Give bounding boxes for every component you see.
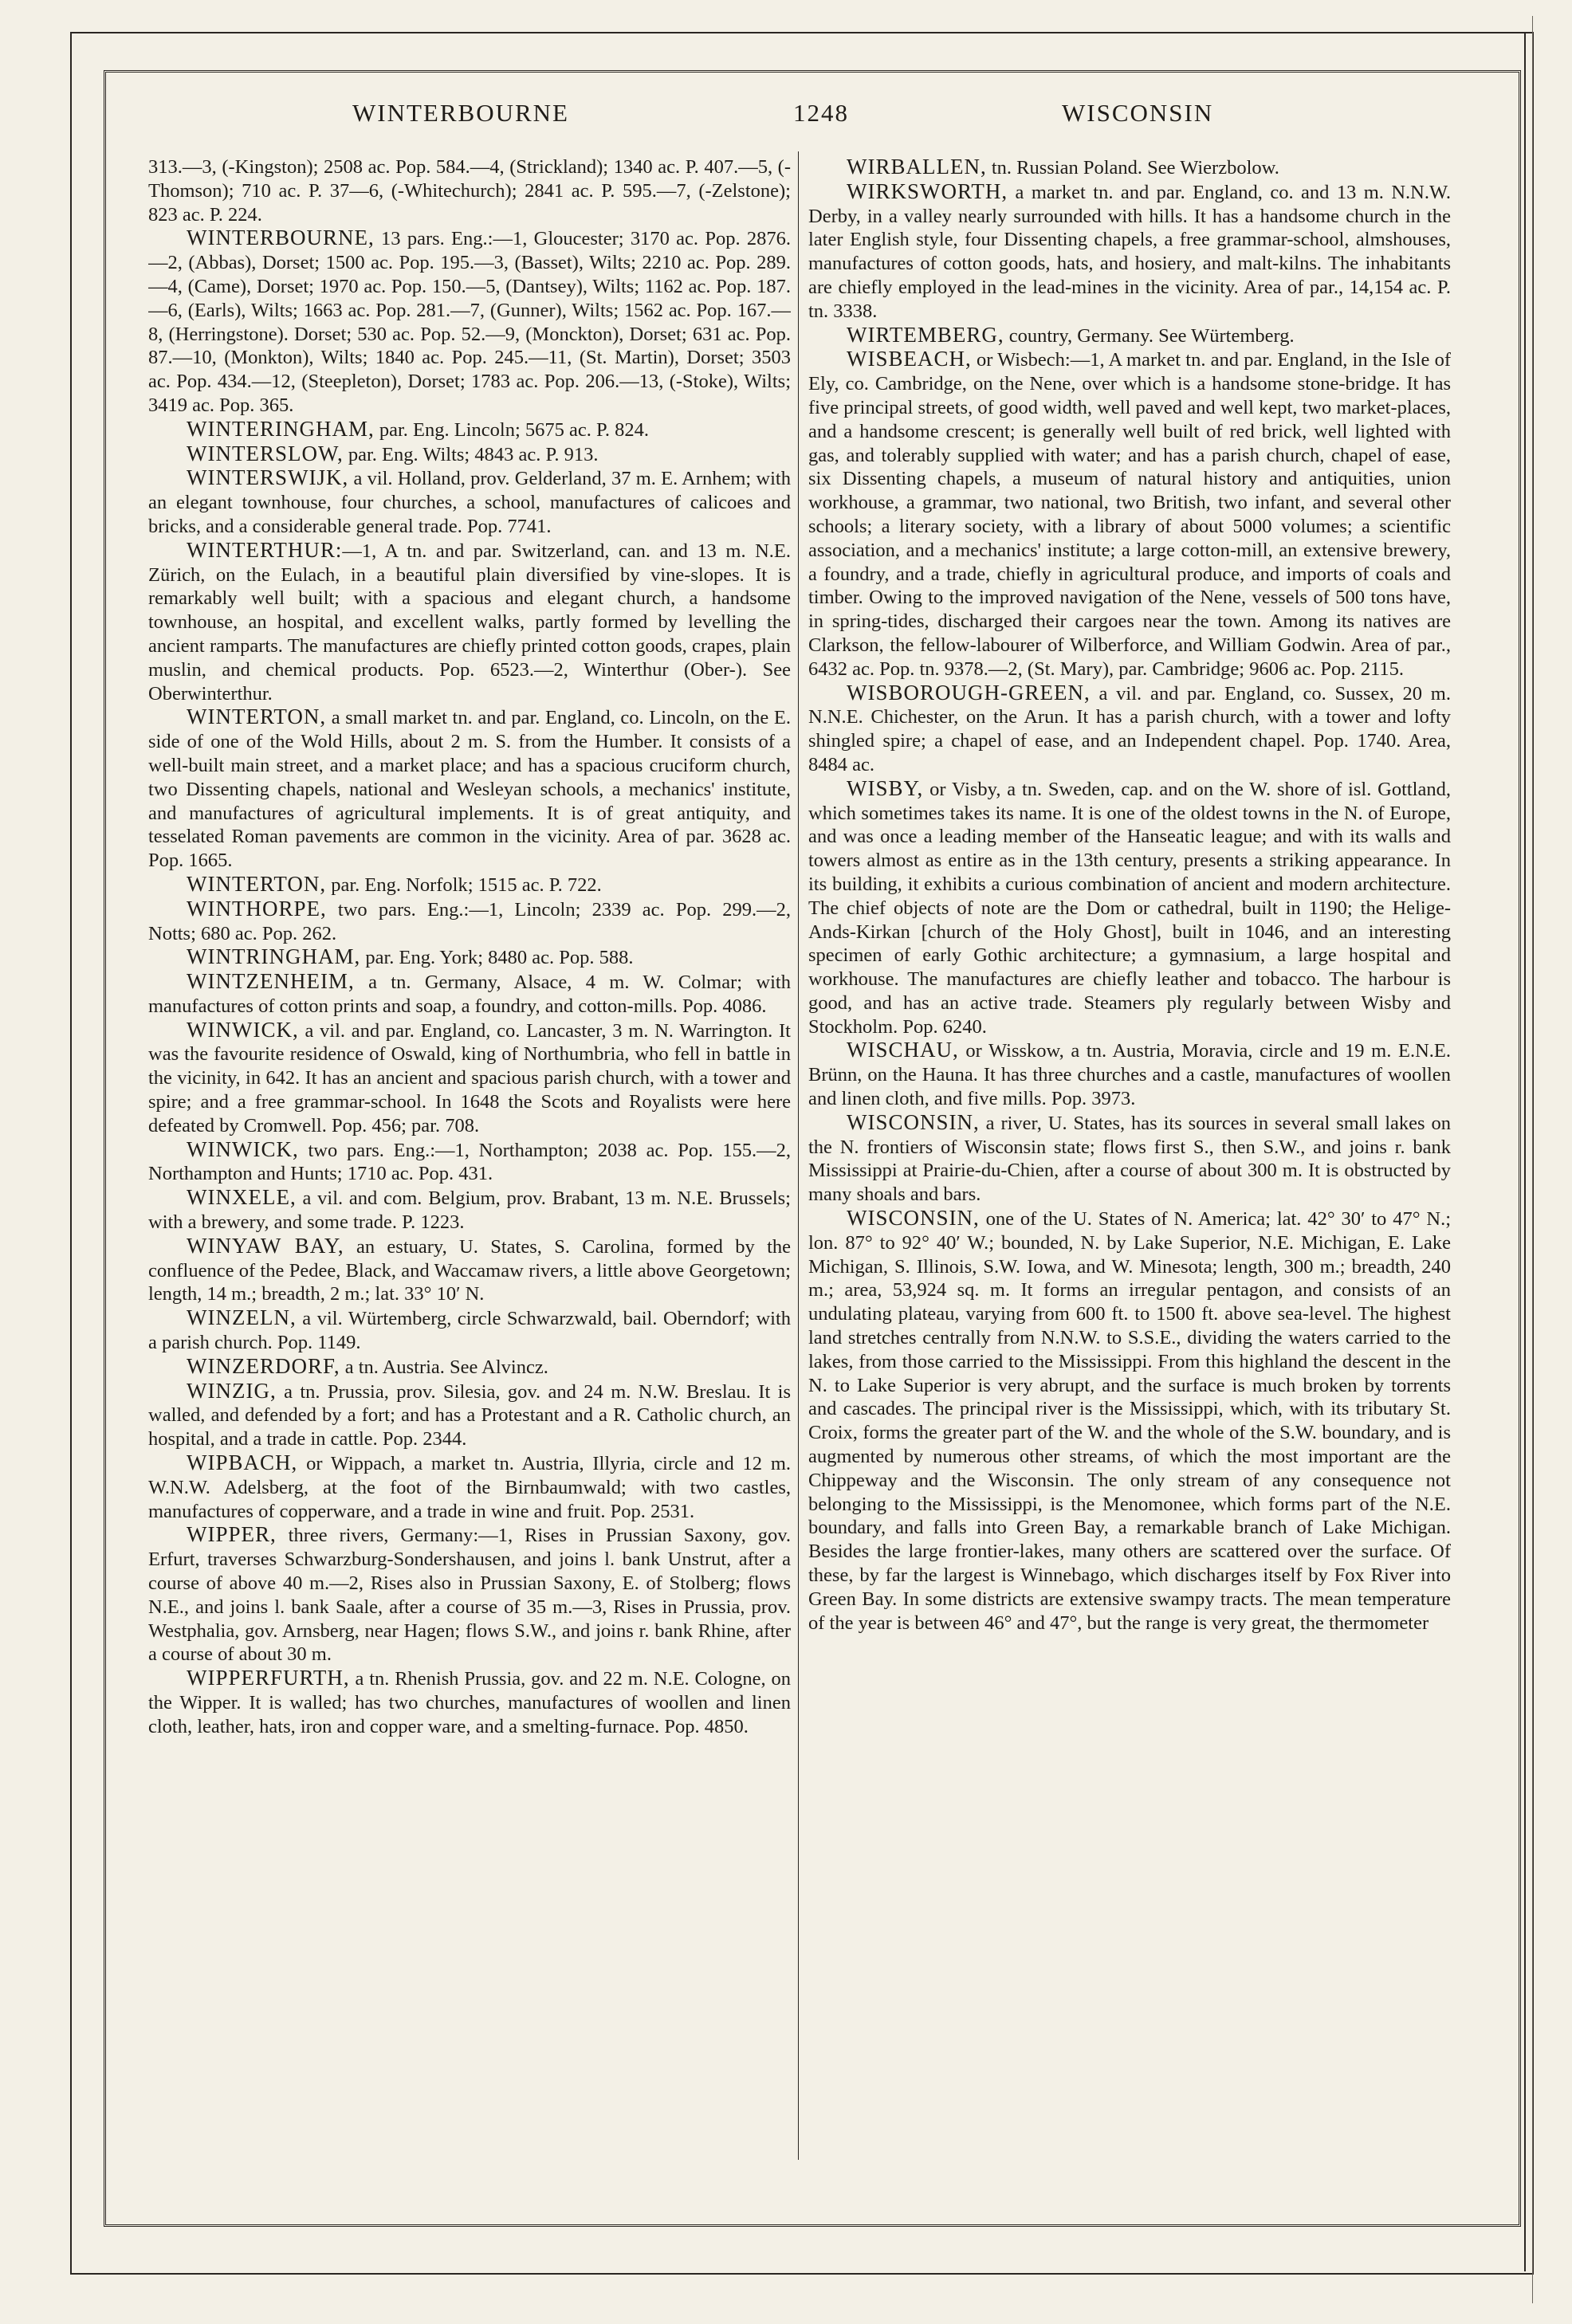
running-head-right: WISCONSIN <box>1062 99 1214 127</box>
gazetteer-entry <box>148 705 791 873</box>
entry-headword: WINWICK, <box>187 1017 299 1042</box>
gazetteer-entry <box>808 1111 1451 1207</box>
entry-headword: WINZIG, <box>187 1378 277 1403</box>
gazetteer-entry <box>148 1235 791 1306</box>
entry-text: a vil. Holland, prov. Gelderland, 37 m. E. Arnhem; with an elegant townhouse, four churches, a school, manufactures of calicoes and bricks, and a considerable general trade. Pop. 7741. <box>148 468 791 537</box>
entry-text: par. Eng. Norfolk; 1515 ac. P. 722. <box>326 873 602 896</box>
entry-text: a tn. Austria. See Alvincz. <box>340 1356 548 1378</box>
gazetteer-entry <box>148 1355 791 1380</box>
entry-text: —1, A tn. and par. Switzerland, can. and 13 m. N.E. Zürich, on the Eulach, in a beautiful plain diversified by vine-slopes. It is remarkably well built; with a spacious and elegant church, a handsome townhouse, an hospital, and excellent walks, partly formed by levelling the ancient ramparts. The manufactures are chiefly printed cotton goods, crapes, plain muslin, and chemical products. Pop. 6523.—2, Winterthur (Ober-). See Oberwinterthur. <box>148 540 791 705</box>
gazetteer-entry <box>808 347 1451 681</box>
entry-text: two pars. Eng.:—1, Lincoln; 2339 ac. Pop. 299.—2, Notts; 680 ac. Pop. 262. <box>148 898 791 944</box>
entry-headword: WINTZENHEIM, <box>187 969 355 994</box>
entry-headword: WINTERTON, <box>187 871 327 896</box>
entry-text: a tn. Germany, Alsace, 4 m. W. Colmar; with manufactures of cotton prints and soap, a foundry, and cotton-mills. Pop. 4086. <box>148 972 791 1017</box>
gazetteer-entry <box>148 155 791 226</box>
entry-text: a river, U. States, has its sources in several small lakes on the N. frontiers of Wisconsin state; flows first S., then S.W., and joins r. bank Mississippi at Prairie-du-Chien, after a course of about 300 m. It is obstructed by many shoals and bars. <box>808 1112 1451 1206</box>
gazetteer-entry <box>148 897 791 946</box>
gazetteer-entry <box>148 945 791 970</box>
entry-headword: WINTERTON, <box>187 705 327 729</box>
entry-headword: WINWICK, <box>187 1136 299 1161</box>
gazetteer-entry <box>148 226 791 417</box>
entry-headword: WISCHAU, <box>847 1038 959 1062</box>
entry-text: a vil. and par. England, co. Sussex, 20 m. N.N.E. Chichester, on the Arun. It has a parish church, with a tower and lofty shingled spire; a chapel of ease, and an Independent chapel. Pop. 1740. Area, 8484 ac. <box>808 682 1451 775</box>
entry-headword: WINXELE, <box>187 1185 297 1210</box>
gazetteer-entry <box>808 155 1451 180</box>
entry-text: two pars. Eng.:—1, Northampton; 2038 ac. Pop. 155.—2, Northampton and Hunts; 1710 ac. Pop. 431. <box>148 1139 791 1185</box>
gazetteer-entry <box>148 1380 791 1451</box>
entry-headword: WIPPERFURTH, <box>187 1666 350 1690</box>
gazetteer-entry <box>148 418 791 442</box>
entry-text: or Wisskow, a tn. Austria, Moravia, circle and 19 m. E.N.E. Brünn, on the Hauna. It has three churches and a castle, manufactures of woollen and linen cloth, and five mills. Pop. 3973. <box>808 1040 1451 1110</box>
binding-line <box>1524 32 1526 2271</box>
gazetteer-entry <box>808 1207 1451 1635</box>
running-head-left: WINTERBOURNE <box>352 99 569 127</box>
entry-text: country, Germany. See Würtemberg. <box>1004 324 1295 347</box>
entry-headword: WISBEACH, <box>847 347 972 371</box>
right-column <box>808 155 1451 2164</box>
gazetteer-entry <box>148 1019 791 1138</box>
entry-text: a tn. Prussia, prov. Silesia, gov. and 24 m. N.W. Breslau. It is walled, and defended by a fort; and has a Protestant and a R. Catholic church, an hospital, and a trade in cattle. Pop. 2344. <box>148 1380 791 1451</box>
entry-text: a vil. and com. Belgium, prov. Brabant, 13 m. N.E. Brussels; with a brewery, and some trade. P. 1223. <box>148 1188 791 1234</box>
left-column <box>148 155 791 2164</box>
entry-headword: WINTERSWIJK, <box>187 465 349 490</box>
entry-headword: WINTERTHUR: <box>187 537 343 562</box>
entry-headword: WIRTEMBERG, <box>847 322 1004 347</box>
entry-text: a vil. Würtemberg, circle Schwarzwald, bail. Oberndorf; with a parish church. Pop. 1149. <box>148 1308 791 1354</box>
entry-headword: WINZERDORF, <box>187 1353 340 1378</box>
gazetteer-entry <box>148 1186 791 1235</box>
gazetteer-entry <box>808 324 1451 348</box>
entry-headword: WISBOROUGH-GREEN, <box>847 680 1091 705</box>
gazetteer-entry <box>148 1523 791 1666</box>
entry-text: par. Eng. York; 8480 ac. Pop. 588. <box>360 947 634 969</box>
entry-headword: WINZELN, <box>187 1305 297 1330</box>
entry-text: 313.—3, (-Kingston); 2508 ac. Pop. 584.—4, (Strickland); 1340 ac. P. 407.—5, (-Thomson); 710 ac. P. 37—6, (-Whitechurch); 2841 ac. P. 595.—7, (-Zelstone); 823 ac. P. 224. <box>148 156 791 226</box>
entry-text: an estuary, U. States, S. Carolina, formed by the confluence of the Pedee, Black, and Waccamaw rivers, a little above Georgetown; length, 14 m.; breadth, 2 m.; lat. 33° 10′ N. <box>148 1235 791 1305</box>
entry-text: a vil. and par. England, co. Lancaster, 3 m. N. Warrington. It was the favourite residence of Oswald, king of Northumbria, who fell in battle in the vicinity, in 642. It has an ancient and spacious parish church, with a tower and spire; and a free grammar-school. In 1648 the Scots and Royalists were here defeated by Cromwell. Pop. 456; par. 708. <box>148 1019 791 1136</box>
gazetteer-entry <box>148 1666 791 1738</box>
entry-headword: WINTRINGHAM, <box>187 944 361 969</box>
gazetteer-entry <box>148 970 791 1019</box>
entry-text: three rivers, Germany:—1, Rises in Prussian Saxony, gov. Erfurt, traverses Schwarzburg-Sondershausen, and joins l. bank Unstrut, after a course of above 40 m.—2, Rises also in Prussian Saxony, E. of Stolberg; flows N.E., and joins l. bank Saale, after a course of 35 m.—3, Rises in Prussia, prov. Westphalia, gov. Arnsberg, near Hagen; flows S.W., and joins r. bank Rhine, after a course of about 30 m. <box>148 1525 791 1666</box>
entry-text: 13 pars. Eng.:—1, Gloucester; 3170 ac. Pop. 2876.—2, (Abbas), Dorset; 1500 ac. Pop. 195.—3, (Basset), Wilts; 2210 ac. Pop. 289.—4, (Came), Dorset; 1970 ac. Pop. 150.—5, (Dantsey), Wilts; 1162 ac. Pop. 187.—6, (Earls), Wilts; 1663 ac. Pop. 281.—7, (Gunner), Wilts; 1562 ac. Pop. 167.—8, (Herringstone). Dorset; 530 ac. Pop. 52.—9, (Monckton), Dorset; 631 ac. Pop. 87.—10, (Monkton), Wilts; 1840 ac. Pop. 245.—11, (St. Martin), Dorset; 3503 ac. Pop. 434.—12, (Steepleton), Dorset; 1783 ac. Pop. 206.—13, (-Stoke), Wilts; 3419 ac. Pop. 365. <box>148 228 791 416</box>
gazetteer-entry <box>808 180 1451 324</box>
page-number: 1248 <box>793 99 849 127</box>
entry-headword: WISCONSIN, <box>847 1206 980 1231</box>
gazetteer-entry <box>148 1306 791 1355</box>
gazetteer-entry <box>148 539 791 706</box>
gazetteer-entry <box>808 1038 1451 1110</box>
entry-text: a market tn. and par. England, co. and 13 m. N.N.W. Derby, in a valley nearly surrounded with hills. It has a handsome church in the later English style, four Dissenting chapels, a free grammar-school, almshouses, manufactures of cotton goods, hats, and hosiery, and malt-kilns. The inhabitants are chiefly employed in the lead-mines in the vicinity. Area of par., 14,154 ac. P. tn. 3338. <box>808 181 1451 322</box>
gazetteer-entry <box>148 1451 791 1523</box>
entry-text: or Visby, a tn. Sweden, cap. and on the W. shore of isl. Gottland, which sometimes takes its name. It is one of the oldest towns in the N. of Europe, and was once a leading member of the Hanseatic league; and with its walls and towers almost as entire as in the 13th century, presents a striking appearance. In its building, it exhibits a curious combination of ancient and modern architecture. The chief objects of note are the Dom or cathedral, built in 1190; the Helige-Ands-Kirkan [church of the Holy Ghost], built in 1046, and an interesting specimen of early Gothic architecture; a gymnasium, a large hospital and workhouse. The manufactures are chiefly leather and tobacco. The harbour is good, and has an active trade. Steamers ply regularly between Wisby and Stockholm. Pop. 6240. <box>808 778 1451 1038</box>
gazetteer-entry <box>148 466 791 538</box>
binding-edge <box>1532 16 1533 2303</box>
entry-headword: WINYAW BAY, <box>187 1233 344 1258</box>
gazetteer-entry <box>148 442 791 467</box>
entry-text: par. Eng. Lincoln; 5675 ac. P. 824. <box>374 418 650 441</box>
column-rule <box>798 151 799 2160</box>
entry-headword: WINTERSLOW, <box>187 441 344 465</box>
page-header <box>120 89 1499 137</box>
entry-text: or Wisbech:—1, A market tn. and par. England, in the Isle of Ely, co. Cambridge, on the Nene, over which is a handsome stone-bridge. It has five principal streets, of good width, well paved and well kept, two market-places, and a handsome crescent; is generally well built of red brick, well lighted with gas, and tolerably supplied with water; and has a parish church, chapel of ease, six Dissenting chapels, a museum of natural history and antiquities, union workhouse, a grammar, two national, two British, two infant, and several other schools; a literary society, with a library of about 5000 volumes; a scientific association, and a mechanics' institute; a large cotton-mill, an extensive brewery, a foundry, and a trade, chiefly in agricultural produce, and imports of coals and timber. Owing to the improved navigation of the Nene, vessels of 500 tons have, in spring-tides, discharged their cargoes near the town. Among its natives are Clarkson, the fellow-labourer of Wilberforce, and William Godwin. Area of par., 6432 ac. Pop. tn. 9378.—2, (St. Mary), par. Cambridge; 9606 ac. Pop. 2115. <box>808 349 1451 680</box>
entry-text: a tn. Rhenish Prussia, gov. and 22 m. N.E. Cologne, on the Wipper. It is walled; has two churches, manufactures of woollen and linen cloth, leather, hats, iron and copper ware, and a smelting-furnace. Pop. 4850. <box>148 1668 791 1737</box>
entry-text: one of the U. States of N. America; lat. 42° 30′ to 47° N.; lon. 87° to 92° 40′ W.; bounded, N. by Lake Superior, N.E. Michigan, E. Lake Michigan, S. Illinois, S.W. Iowa, and W. Minesota; length, 300 m.; breadth, 240 m.; area, 53,924 sq. m. It forms an irregular pentagon, and consists of an undulating plateau, varying from 600 ft. to 1500 ft. above sea-level. The highest land stretches centrally from N.N.W. to S.S.E., dividing the waters carried to the lakes, from those carried to the Mississippi. From this highland the descent in the N. to Lake Superior is very abrupt, and the surface is much broken by torrents and cascades. The principal river is the Mississippi, which, with its tributary St. Croix, forms the greater part of the W. and the whole of the S.W. boundary, and is augmented by numerous other streams, of which the most important are the Chippeway and the Wisconsin. The only stream of any consequence not belonging to the Mississippi, is the Menomonee, which forms part of the N.E. boundary, and falls into Green Bay, a remarkable branch of Lake Michigan. Besides the large frontier-lakes, many others are scattered over the surface. Of these, by far the largest is Winnebago, which discharges itself by Fox River into Green Bay. In some districts are extensive swampy tracts. The mean temperature of the year is between 46° and 47°, but the range is very great, the thermometer <box>808 1208 1451 1634</box>
entry-headword: WINTERBOURNE, <box>187 226 375 250</box>
entry-text: par. Eng. Wilts; 4843 ac. P. 913. <box>343 443 599 465</box>
entry-headword: WIPBACH, <box>187 1451 298 1475</box>
entry-text: a small market tn. and par. England, co. Lincoln, on the E. side of one of the Wold Hills, about 2 m. S. from the Humber. It consists of a well-built main street, and a market place; and has a spacious cruciform church, two Dissenting chapels, national and Wesleyan schools, a mechanics' institute, and manufactures of agricultural implements. It is of great antiquity, and tesselated Roman pavements are common in the vicinity. Area of par. 3628 ac. Pop. 1665. <box>148 707 791 872</box>
gazetteer-entry <box>148 873 791 897</box>
entry-text: tn. Russian Poland. See Wierzbolow. <box>986 157 1279 179</box>
entry-text: or Wippach, a market tn. Austria, Illyria, circle and 12 m. W.N.W. Adelsberg, at the foot of the Birnbaumwald; with two castles, manufactures of copperware, and a trade in wine and fruit. Pop. 2531. <box>148 1453 791 1522</box>
entry-headword: WIRBALLEN, <box>847 155 987 179</box>
gazetteer-entry <box>808 777 1451 1039</box>
entry-headword: WIRKSWORTH, <box>847 179 1008 203</box>
entry-headword: WINTERINGHAM, <box>187 416 375 441</box>
entry-headword: WISCONSIN, <box>847 1109 980 1134</box>
entry-headword: WINTHORPE, <box>187 896 327 921</box>
gazetteer-entry <box>808 681 1451 777</box>
gazetteer-entry <box>148 1138 791 1187</box>
entry-headword: WIPPER, <box>187 1522 277 1547</box>
entry-headword: WISBY, <box>847 775 924 800</box>
